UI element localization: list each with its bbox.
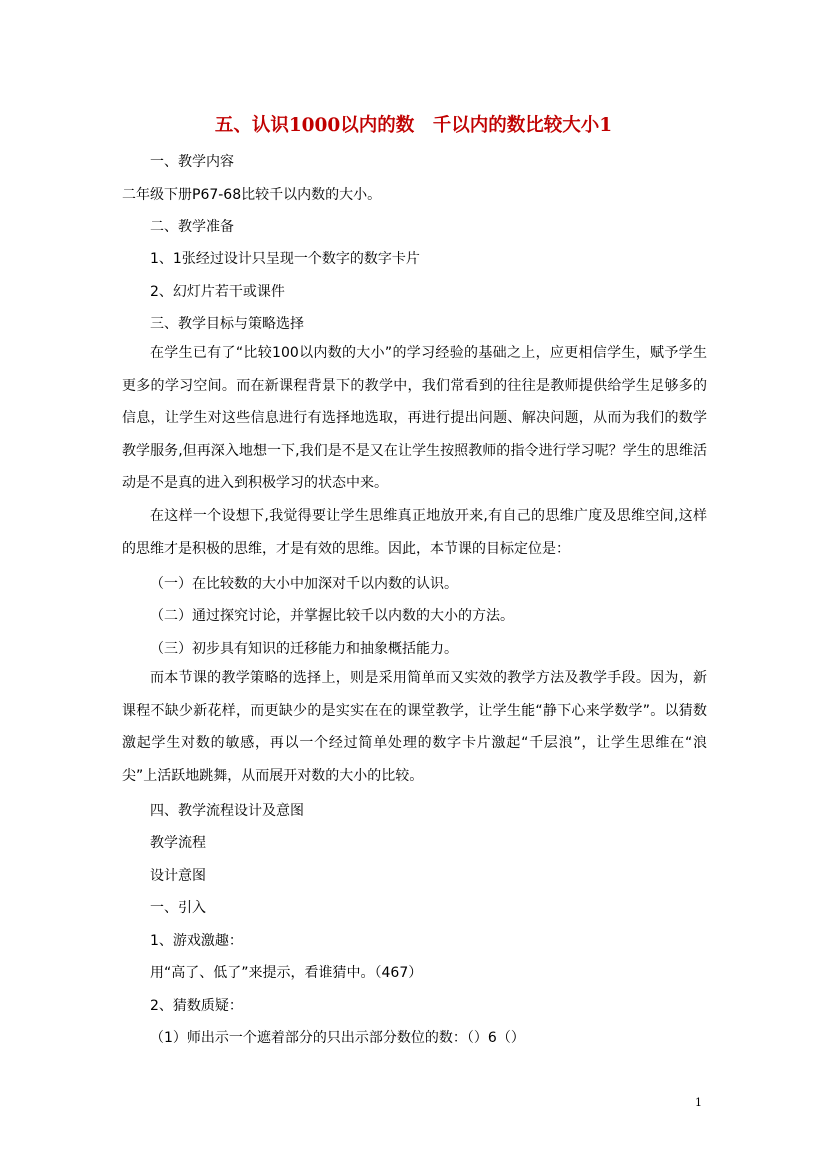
paragraph-1: 在学生已有了“比较100以内数的大小”的学习经验的基础之上，应更相信学生，赋予学生更多的学习空间。而在新课程背景下的教学中，我们常看到的往往是教师提供给学生足够多的信息，让学生对这些信息进行有选择地选取，再进行提出问题、解决问题，从而为我们的数学教学服务,但再深入地想一下,我们是不是又在让学生按照教师的指令进行学习呢？学生的思维活动是不是真的进入到积极学习的状态中来。 [122, 345, 707, 492]
step-guess: 2、猜数质疑： [150, 998, 243, 1014]
paragraph-3: 而本节课的教学策略的选择上，则是采用简单而又实效的教学方法及教学手段。因为，新课程不缺少新花样，而更缺少的是实实在在的课堂教学，让学生能“静下心来学数学”。以猜数激起学生对数的敏感，再以一个经过简单处理的数字卡片激起“千层浪”，让学生思维在“浪尖”上活跃地跳舞，从而展开对数的大小的比较。 [122, 670, 707, 784]
goal-item-2: （二）通过探究讨论，并掌握比较千以内数的大小的方法。 [150, 608, 514, 624]
goal-item-1: （一）在比较数的大小中加深对千以内数的认识。 [150, 576, 458, 592]
preparation-item-1: 1、1张经过设计只呈现一个数字的数字卡片 [150, 251, 420, 267]
heading-teaching-content: 一、教学内容 [150, 154, 234, 170]
heading-goals: 三、教学目标与策略选择 [150, 316, 304, 332]
label-design-intent: 设计意图 [150, 868, 206, 884]
preparation-item-2: 2、幻灯片若干或课件 [150, 284, 285, 300]
page-title: 五、认识1000以内的数 千以内的数比较大小1 [214, 115, 613, 136]
step-game: 1、游戏激趣： [150, 933, 243, 949]
heading-introduction: 一、引入 [150, 900, 206, 916]
heading-preparation: 二、教学准备 [150, 219, 234, 235]
label-teaching-flow: 教学流程 [150, 835, 206, 851]
paragraph-2: 在这样一个设想下,我觉得要让学生思维真正地放开来,有自己的思维广度及思维空间,这样的思维才是积极的思维，才是有效的思维。因此，本节课的目标定位是： [122, 508, 707, 557]
page-number: 1 [695, 1096, 702, 1109]
guess-step-1: （1）师出示一个遮着部分的只出示部分数位的数：（）6（） [150, 1030, 525, 1046]
goal-item-3: （三）初步具有知识的迁移能力和抽象概括能力。 [150, 641, 458, 657]
heading-flow-design: 四、教学流程设计及意图 [150, 803, 304, 819]
content-text: 二年级下册P67-68比较千以内数的大小。 [122, 187, 382, 203]
game-hint: 用“高了、低了”来提示，看谁猜中。（467） [150, 965, 423, 981]
